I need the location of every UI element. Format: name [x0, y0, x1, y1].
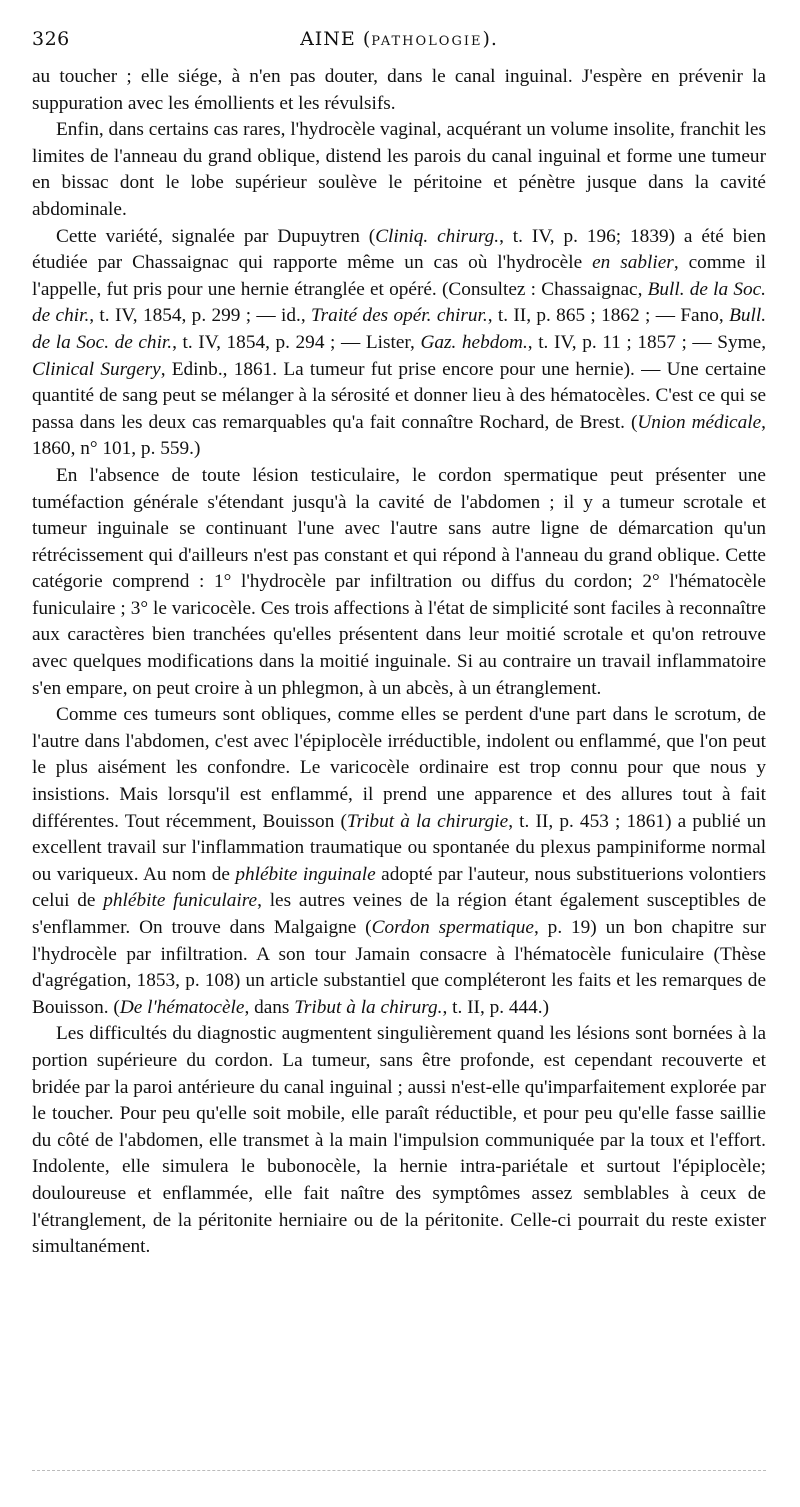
italic-citation: Bull. de la Soc. de chir. — [32, 278, 766, 327]
italic-citation: Tribut à la chirurg. — [294, 996, 443, 1018]
paragraph — [32, 224, 766, 463]
italic-citation: Bull. de la Soc. de chir. — [32, 305, 767, 353]
text-run: Comme ces tumeurs sont obliques, comme elles se perdent d'une part dans le scrotum, de l'autre dans l'abdomen, c'est avec l'épiplocèle irréductible, indolent ou enflammé, que l'on peut le plus aisément les confondre. Le varicocèle ordinaire est trop connu pour que nous y insistions. Mais lorsqu'il est enflammé, il prend une apparence et des allures tout à fait différentes. Tout récemment, Bouisson ( — [32, 704, 766, 832]
italic-citation: De l'hématocèle — [119, 996, 245, 1018]
paragraph — [32, 463, 766, 702]
text-run: Cette variété, signalée par Dupuytren ( — [56, 225, 376, 247]
text-run: En l'absence de toute lésion testiculaire, le cordon spermatique peut présenter une tuméfaction générale s'étendant jusqu'à la cavité de l'abdomen ; il y a tumeur scrotale et tumeur inguinale se continuant l'une avec l'autre sans autre ligne de démarcation qu'un rétrécissement qui d'ailleurs n'est pas constant et qui répond à l'anneau du grand oblique. Cette catégorie comprend : 1° l'hydrocèle par infiltration ou diffus du cordon; 2° l'hématocèle funiculaire ; 3° le varicocèle. Ces trois affections à l'état de simplicité sont faciles à reconnaître aux caractères bien tranchées qu'elles présentent dans leur moitié scrotale et qu'on retrouve avec quelques modifications dans la moitié inguinale. Si au contraire un travail inflammatoire s'en empare, on peut croire à un phlegmon, à un abcès, à un étranglement. — [32, 464, 766, 699]
paragraph — [32, 1021, 766, 1260]
text-run: , p. 19) un bon chapitre sur l'hydrocèle par infiltration. A son tour Jamain consacre à l'hématocèle funiculaire (Thèse d'agrégation, 1853, p. 108) un article substantiel que compléteront les faits et les remarques de Bouisson. ( — [32, 917, 767, 1018]
running-head-main: AINE — [300, 28, 356, 50]
text-run: , t. IV, p. 11 ; 1857 ; — Syme, — [527, 331, 767, 353]
text-run: , dans — [244, 996, 295, 1018]
body-text — [32, 64, 766, 1261]
italic-citation: Clinical Surgery — [32, 358, 161, 380]
text-run: Enfin, dans certains cas rares, l'hydrocèle vaginal, acquérant un volume insolite, franchit les limites de l'anneau du grand oblique, distend les parois du canal inguinal et forme une tumeur en bissac dont le lobe supérieur soulève le péritoine et pénètre jusque dans la cavité abdominale. — [32, 119, 766, 220]
paragraph — [32, 64, 766, 117]
text-run: au toucher ; elle siége, à n'en pas douter, dans le canal inguinal. J'espère en prévenir la suppuration avec les émollients et les révulsifs. — [32, 66, 766, 114]
footer-rule — [32, 1470, 766, 1471]
italic-citation: Gaz. hebdom. — [420, 331, 528, 353]
text-run: , t. II, p. 865 ; 1862 ; — Fano, — [487, 305, 730, 327]
paragraph — [32, 117, 766, 223]
paragraph — [32, 702, 766, 1021]
italic-citation: Union médicale — [637, 411, 762, 433]
italic-citation: phlébite funiculaire — [103, 890, 258, 912]
italic-citation: Cordon spermatique — [371, 917, 534, 938]
text-run: Les difficultés du diagnostic augmentent singulièrement quand les lésions sont bornées à la portion supérieure du cordon. La tumeur, sans être profonde, est cependant recouverte et bridée par la paroi antérieure du canal inguinal ; aussi n'est-elle qu'imparfaitement explorée par le toucher. Pour peu qu'elle soit mobile, elle paraît réductible, et pour peu qu'elle fasse saillie du côté de l'abdomen, elle transmet à la main l'impulsion communiquée par la toux et l'effort. Indolente, elle simulera le bubonocèle, la hernie intra-pariétale et surtout l'épiplocèle; douloureuse et enflammée, elle fait naître des symptômes assez semblables à ceux de l'étranglement, de la péritonite herniaire ou de la péritonite. Celle-ci pourrait du reste exister simultanément. — [32, 1023, 766, 1258]
text-run: , comme il l'appelle, fut pris pour une hernie étranglée et opéré. (Consultez : Chassaignac, — [32, 252, 766, 300]
text-run: , t. II, p. 453 ; 1861) a publié un excellent travail sur l'inflammation traumatique ou spontanée du plexus pampiniforme normal ou variqueux. Au nom de — [32, 810, 766, 885]
text-run: adopté par l'auteur, nous substituerions volontiers celui de — [32, 863, 767, 912]
italic-citation: phlébite inguinale — [235, 863, 376, 885]
running-head-sub: PATHOLOGIE — [371, 34, 483, 49]
text-run: , t. IV, 1854, p. 294 ; — Lister, — [172, 331, 421, 353]
text-run: , t. II, p. 444.) — [442, 996, 550, 1018]
text-run: , les autres veines de la région étant également susceptibles de s'enflammer. On trouve dans Malgaigne ( — [32, 890, 767, 938]
italic-citation: Traité des opér. chirur. — [311, 305, 488, 327]
italic-citation: en sablier — [592, 252, 674, 274]
text-run: , t. IV, 1854, p. 299 ; — id., — [89, 305, 312, 327]
page — [32, 28, 766, 1261]
page-header — [32, 28, 766, 64]
running-head-close: ). — [482, 28, 498, 50]
running-head-open: ( — [355, 28, 372, 50]
italic-citation: Cliniq. chirurg. — [375, 225, 500, 247]
running-head — [32, 28, 766, 50]
text-run: , Edinb., 1861. La tumeur fut prise encore pour une hernie). — Une certaine quantité de sang peut se mélanger à la sérosité et donner lieu à des hématocèles. C'est ce qui se passa dans les deux cas remarquables qu'a fait connaître Rochard, de Brest. ( — [32, 358, 766, 433]
italic-citation: Tribut à la chirurgie — [346, 810, 509, 832]
page-number: 326 — [32, 28, 70, 50]
text-run: , 1860, n° 101, p. 559.) — [32, 411, 766, 460]
text-run: , t. IV, p. 196; 1839) a été bien étudiée par Chassaignac qui rapporte même un cas où l'hydrocèle — [32, 225, 766, 274]
